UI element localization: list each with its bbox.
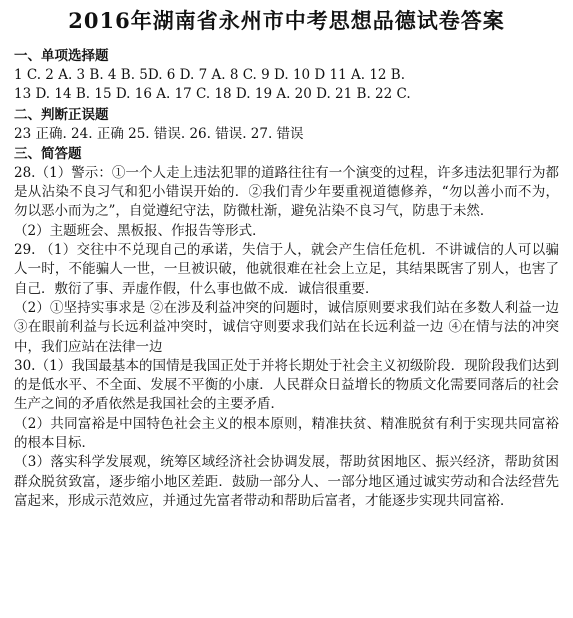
section-heading-true-false: 二、判断正误题 <box>14 106 109 123</box>
section-single-choice <box>14 46 559 105</box>
answer-paragraph: 30.（1）我国最基本的国情是我国正处于并将长期处于社会主义初级阶段．现阶段我们达到的是低水平、不全面、发展不平衡的小康．人民群众日益增长的物质文化需要同落后的社会生产之间的矛盾依然是我国社会的主要矛盾． <box>14 357 559 413</box>
answer-line: 23 正确. 24. 正确 25. 错误. 26. 错误. 27. 错误 <box>14 125 304 142</box>
answer-paragraph: 29. （1）交往中不兑现自己的承诺，失信于人，就会产生信任危机．不讲诚信的人可以骗人一时，不能骗人一世，一旦被识破，他就很难在社会上立足，其结果既害了别人，也害了自己．敷衍了事、弄虚作假，什么事也做不成．诚信很重要． <box>14 242 559 297</box>
answer-line: 1 C. 2 A. 3 B. 4 B. 5D. 6 D. 7 A. 8 C. 9 D. 10 D 11 A. 12 B. <box>14 67 406 83</box>
section-short-answer <box>14 144 559 511</box>
answer-paragraph: 28.（1）警示：①一个人走上违法犯罪的道路往往有一个演变的过程，许多违法犯罪行为都是从沾染不良习气和犯小错误开始的．②我们青少年要重视道德修养，“勿以善小而不为，勿以恶小而为之”，自觉遵纪守法，防微杜渐，避免沾染不良习气，防患于未然． <box>14 164 559 220</box>
document-title: 2016年湖南省永州市中考思想品德试卷答案 <box>68 8 505 33</box>
answer-line: 13 D. 14 B. 15 D. 16 A. 17 C. 18 D. 19 A. 20 D. 21 B. 22 C. <box>14 86 411 103</box>
answer-paragraph: （2）主题班会、黑板报、作报告等形式． <box>14 222 266 239</box>
answer-paragraph: （2）①坚持实事求是 ②在涉及利益冲突的问题时，诚信原则要求我们站在多数人利益一边 ③在眼前利益与长远利益冲突时，诚信守则要求我们站在长远利益一边 ④在情与法的冲突中，我们应站在法律一边 <box>14 299 559 355</box>
section-heading-single-choice: 一、单项选择题 <box>14 48 109 64</box>
section-heading-short-answer: 三、简答题 <box>14 145 82 162</box>
answer-paragraph: （3）落实科学发展观，统筹区域经济社会协调发展，帮助贫困地区、振兴经济，帮助贫困群众脱贫致富，逐步缩小地区差距．鼓励一部分人、一部分地区通过诚实劳动和合法经营先富起来，形成示范效应，并通过先富者带动和帮助后富者，才能逐步实现共同富裕． <box>14 454 559 509</box>
section-true-false <box>14 105 559 144</box>
answer-paragraph: （2）共同富裕是中国特色社会主义的根本原则，精准扶贫、精准脱贫有利于实现共同富裕的根本目标． <box>14 415 559 452</box>
